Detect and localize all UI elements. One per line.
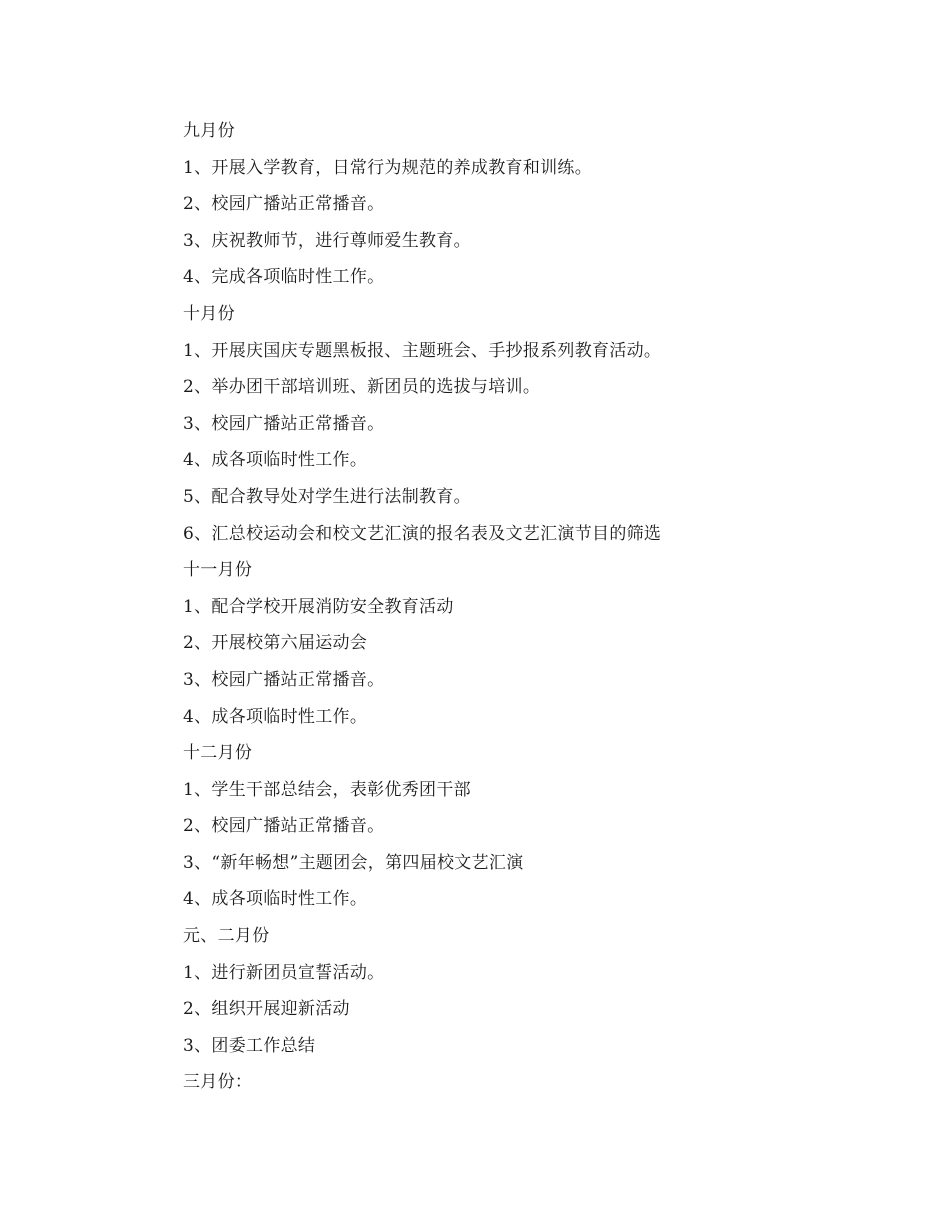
list-item: 2、举办团干部培训班、新团员的选拔与培训。 [183, 377, 541, 398]
month-heading-jan-feb: 元、二月份 [183, 926, 270, 947]
list-item: 3、校园广播站正常播音。 [183, 669, 385, 690]
list-item: 2、校园广播站正常播音。 [183, 194, 385, 215]
list-item: 2、校园广播站正常播音。 [183, 816, 385, 837]
list-item: 2、开展校第六届运动会 [183, 633, 368, 654]
list-item: 1、学生干部总结会，表彰优秀团干部 [183, 779, 471, 800]
list-item: 4、完成各项临时性工作。 [183, 267, 385, 288]
list-item: 4、成各项临时性工作。 [183, 889, 368, 910]
list-item: 1、开展入学教育，日常行为规范的养成教育和训练。 [183, 157, 593, 178]
list-item: 4、成各项临时性工作。 [183, 450, 368, 471]
list-item: 5、配合教导处对学生进行法制教育。 [183, 486, 471, 507]
list-item: 1、配合学校开展消防安全教育活动 [183, 596, 454, 617]
list-item: 1、开展庆国庆专题黑板报、主题班会、手抄报系列教育活动。 [183, 340, 662, 361]
list-item: 6、汇总校运动会和校文艺汇演的报名表及文艺汇演节目的筛选 [183, 523, 662, 544]
month-heading-december: 十二月份 [183, 743, 253, 764]
list-item: 3、庆祝教师节，进行尊师爱生教育。 [183, 230, 471, 251]
month-heading-october: 十月份 [183, 303, 235, 324]
list-item: 3、校园广播站正常播音。 [183, 413, 385, 434]
list-item: 3、团委工作总结 [183, 1035, 316, 1056]
list-item: 4、成各项临时性工作。 [183, 706, 368, 727]
document-body [183, 113, 883, 1101]
month-heading-november: 十一月份 [183, 560, 253, 581]
month-heading-september: 九月份 [183, 121, 235, 141]
list-item: 1、进行新团员宣誓活动。 [183, 962, 385, 983]
month-heading-march: 三月份： [183, 1072, 253, 1093]
list-item: 3、“新年畅想”主题团会，第四届校文艺汇演 [183, 852, 524, 873]
list-item: 2、组织开展迎新活动 [183, 999, 350, 1020]
